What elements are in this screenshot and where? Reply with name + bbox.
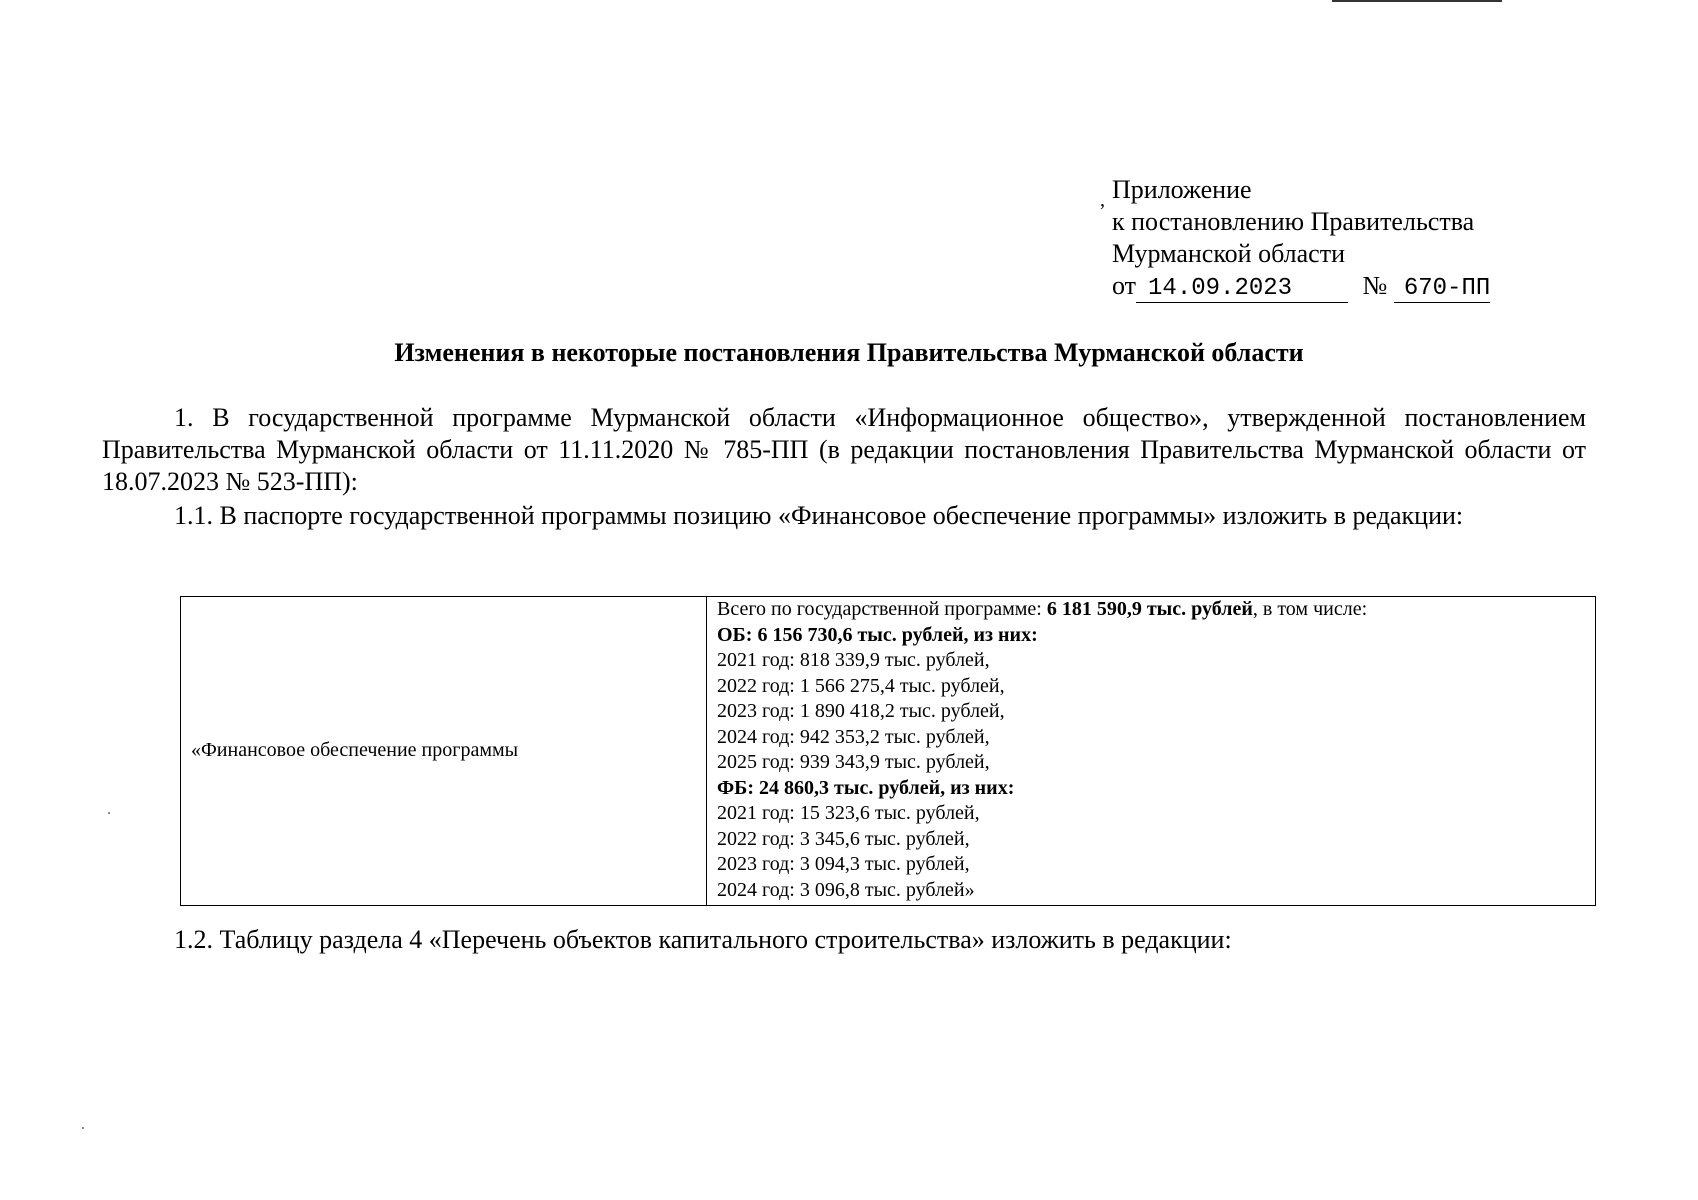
appendix-region: Мурманской области xyxy=(1112,239,1345,268)
total-prefix: Всего по государственной программе: xyxy=(717,598,1047,620)
ob-year-line: 2023 год: 1 890 418,2 тыс. рублей, xyxy=(717,700,1005,722)
number-field xyxy=(1394,273,1490,303)
financing-details-cell xyxy=(707,597,1596,906)
paragraph-1-2: 1.2. Таблицу раздела 4 «Перечень объектов капитального строительства» изложить в редакции: xyxy=(174,925,1232,954)
scan-speck xyxy=(82,1127,84,1129)
ob-year-line: 2025 год: 939 343,9 тыс. рублей, xyxy=(717,751,990,773)
scan-mark: , xyxy=(1100,189,1105,211)
total-suffix: , в том числе: xyxy=(1252,598,1368,620)
financing-table xyxy=(180,596,1596,906)
paragraph-1-1: 1.1. В паспорте государственной программы позицию «Финансовое обеспечение программы» изложить в редакции: xyxy=(174,501,1464,530)
scan-speck xyxy=(108,812,110,814)
paragraph-1: 1. В государственной программе Мурманской области «Информационное общество», утвержденной постановлением Правительства Мурманской области от 11.11.2020 № 785-ПП (в редакции постановления Правительства Мурманской области от 18.07.2023 № 523-ПП): xyxy=(102,403,1586,496)
number-value: 670-ПП xyxy=(1403,275,1491,302)
financing-label-cell: «Финансовое обеспечение программы xyxy=(181,597,707,906)
total-value: 6 181 590,9 тыс. рублей xyxy=(1046,598,1253,620)
top-edge-line xyxy=(1332,0,1502,2)
ob-year-line: 2024 год: 942 353,2 тыс. рублей, xyxy=(717,725,990,748)
appendix-block xyxy=(1100,174,1491,303)
number-prefix: № xyxy=(1362,271,1388,300)
fb-year-line: 2023 год: 3 094,3 тыс. рублей, xyxy=(717,853,970,875)
fb-year-line: 2022 год: 3 345,6 тыс. рублей, xyxy=(717,827,970,850)
fb-heading: ФБ: 24 860,3 тыс. рублей, из них: xyxy=(717,776,1015,799)
date-prefix: от xyxy=(1112,271,1137,300)
appendix-reference: к постановлению Правительства xyxy=(1112,207,1475,236)
table-row xyxy=(181,597,1596,906)
appendix-date-number xyxy=(1112,270,1490,303)
fb-year-line: 2024 год: 3 096,8 тыс. рублей» xyxy=(717,878,975,901)
date-value: 14.09.2023 xyxy=(1148,275,1293,302)
date-field xyxy=(1136,273,1348,303)
ob-year-line: 2021 год: 818 339,9 тыс. рублей, xyxy=(717,649,990,671)
document-title: Изменения в некоторые постановления Правительства Мурманской области xyxy=(394,338,1304,367)
appendix-label: Приложение xyxy=(1112,175,1252,204)
ob-heading: ОБ: 6 156 730,6 тыс. рублей, из них: xyxy=(717,623,1038,646)
fb-year-line: 2021 год: 15 323,6 тыс. рублей, xyxy=(717,802,980,824)
total-line xyxy=(717,597,1585,623)
ob-year-line: 2022 год: 1 566 275,4 тыс. рублей, xyxy=(717,674,1005,697)
